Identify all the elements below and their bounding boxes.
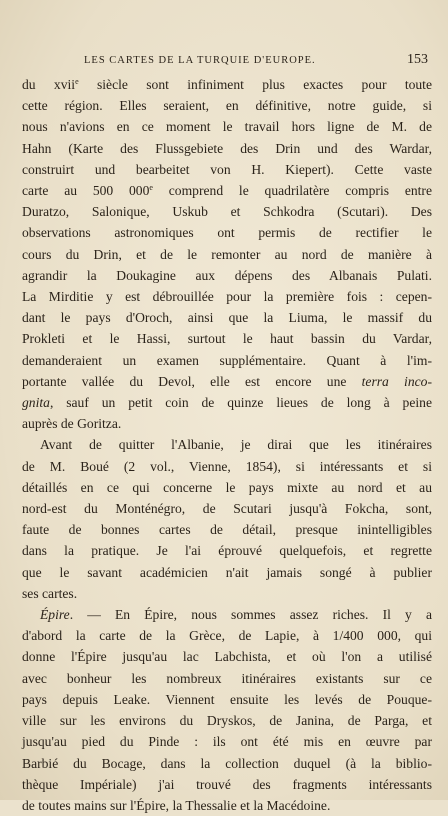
text-line: Hahn (Karte des Flussgebiete des Drin und des Wardar, (22, 140, 432, 156)
text-line: cette région. Elles seraient, en définitive, notre guide, si (22, 98, 432, 114)
text-line: thèque Impériale) j'ai trouvé des fragments intéressants (22, 776, 432, 792)
body-text (22, 74, 432, 816)
text-line: dant le pays d'Oroch, ainsi que la Liuma, le massif du (22, 310, 432, 326)
text-line: auprès de Goritza. (22, 416, 122, 432)
text-line: agrandir la Doukagine aux dépens des Albanais Pulati. (22, 267, 432, 283)
text-line: Épire. — En Épire, nous sommes assez riches. Il y a (40, 607, 432, 623)
text-line: jusqu'au pied du Pinde : ils ont été mis en œuvre par (22, 734, 432, 750)
text-line: carte au 500 000e comprend le quadrilatère compris entre (22, 183, 432, 199)
text-line: nous n'avions en ce moment le travail hors ligne de M. de (22, 119, 432, 135)
text-line: cours du Drin, et de le remonter au nord de manière à (22, 246, 432, 262)
page-number: 153 (407, 52, 428, 67)
text-line: ses cartes. (22, 585, 78, 601)
page-header (22, 50, 432, 72)
text-line: pays depuis Leake. Viennent ensuite les levés de Pouque- (22, 691, 432, 707)
text-line: observations astronomiques ont permis de rectifier le (22, 225, 432, 241)
text-line: que le savant académicien n'ait jamais songé à publier (22, 564, 432, 580)
text-line: Barbié du Bocage, dans la collection duquel (à la biblio- (22, 755, 432, 771)
text-line: faute de bonnes cartes de détail, presque inintelligibles (22, 522, 432, 538)
text-line: dans la pratique. Je l'ai éprouvé quelquefois, et regrette (22, 543, 432, 559)
text-line: La Mirditie y est débrouillée pour la première fois : cepen- (22, 289, 432, 305)
text-line: ville sur les environs du Dryskos, de Janina, de Parga, et (22, 713, 432, 729)
text-line: Duratzo, Salonique, Uskub et Schkodra (Scutari). Des (22, 204, 432, 220)
text-line: d'abord la carte de la Grèce, de Lapie, à 1/400 000, qui (22, 628, 432, 644)
text-line: détaillés en ce qui concerne le pays mixte au nord et au (22, 479, 432, 495)
text-line: de M. Boué (2 vol., Vienne, 1854), si intéressants et si (22, 458, 432, 474)
text-line: avec bonheur les nombreux itinéraires existants sur ce (22, 670, 432, 686)
text-line: construirt und bearbeitet von H. Kiepert). Cette vaste (22, 161, 432, 177)
text-line: demanderaient un examen supplémentaire. Quant à l'im- (22, 352, 432, 368)
running-title: LES CARTES DE LA TURQUIE D'EUROPE. (84, 55, 316, 66)
text-line: Avant de quitter l'Albanie, je dirai que les itinéraires (40, 437, 432, 453)
text-line: donne l'Épire jusqu'au lac Labchista, et où l'on a utilisé (22, 649, 432, 665)
text-line: portante vallée du Devol, elle est encore une terra inco- (22, 373, 432, 389)
text-line: Prokleti et le Hassi, surtout le haut bassin du Vardar, (22, 331, 432, 347)
text-line: nord-est du Monténégro, de Scutari jusqu'à Fokcha, sont, (22, 501, 432, 517)
text-line: gnita, sauf un petit coin de quinze lieues de long à peine (22, 395, 432, 411)
text-line: du xvii$^e$ siècle sont infiniment plus exactes pour toute (22, 77, 432, 92)
text-line: de toutes mains sur l'Épire, la Thessalie et la Macédoine. (22, 797, 331, 813)
